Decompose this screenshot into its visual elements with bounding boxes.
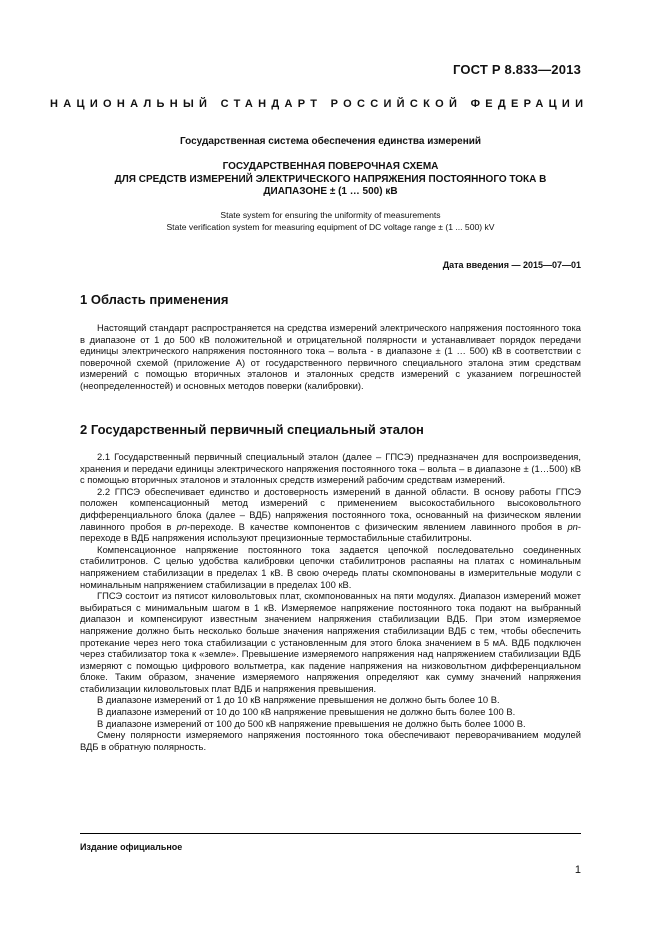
paragraph: ГПСЭ состоит из пятисот киловольтовых плат, скомпонованных на пяти модулях. Диапазон измерений может выбираться с минимальным шагом в 1 кВ. Измеряемое напряжение постоянного тока подают на выбранный диапазон и компенсируют известным значением напряжения стабилизации ВДБ. При этом измеряемое напряжение должно быть несколько больше значения напряжения стабилизации ВДБ с тем, чтобы обеспечить протекание через него тока стабилизации с установленным для этого блока значением в 5 мА. ВДБ подключен через стабилизатор тока к «земле». Превышение измеряемого напряжения над напряжением стабилизации ВДБ измеряют с помощью цифрового вольтметра, как падение напряжения на низковольтном дифференциальном блоке. Таким образом, значение измеряемого напряжения определяют как сумму значений напряжения стабилизации киловольтовых плат ВДБ и напряжения превышения.: [80, 590, 581, 694]
paragraph: Настоящий стандарт распространяется на средства измерений электрического напряжения постоянного тока в диапазоне от 1 до 500 кВ положительной и отрицательной полярности и устанавливает порядок передачи единицы электрического напряжения постоянного тока – вольта - в диапазоне ± (1 … 500) кВ в соответствии с поверочной схемой (приложение А) от государственного первичного специального эталона этим средствам измерений с помощью вторичных эталонов и эталонных средств измерений с указанием погрешностей (неопределенностей) и основных методов поверки (калибровки).: [80, 322, 581, 391]
page-number: 1: [574, 864, 581, 876]
title-line-1: ГОСУДАРСТВЕННАЯ ПОВЕРОЧНАЯ СХЕМА: [222, 161, 439, 172]
paragraph: 2.1 Государственный первичный специальный эталон (далее – ГПСЭ) предназначен для воспроизведения, хранения и передачи единицы электрического напряжения постоянного тока – вольта – в диапазоне ± (1…500) кВ с помощью вторичных эталонов и эталонных средств измерений рабочим средствам измерений.: [80, 451, 581, 486]
title-line-2: ДЛЯ СРЕДСТВ ИЗМЕРЕНИЙ ЭЛЕКТРИЧЕСКОГО НАПРЯЖЕНИЯ ПОСТОЯННОГО ТОКА В: [114, 173, 547, 185]
paragraph: В диапазоне измерений от 1 до 10 кВ напряжение превышения не должно быть более 10 В.: [97, 694, 500, 706]
paragraph: В диапазоне измерений от 10 до 100 кВ напряжение превышения не должно быть более 100 В.: [97, 706, 516, 718]
paragraph: Смену полярности измеряемого напряжения постоянного тока обеспечивают переворачиванием модулей ВДБ в обратную полярность.: [80, 729, 581, 752]
introduction-date: Дата введения — 2015—07—01: [442, 260, 581, 270]
section-1-body: [80, 322, 581, 392]
section-2-heading: 2 Государственный первичный специальный эталон: [80, 422, 424, 437]
footer-divider: [80, 833, 581, 834]
section-1-heading: 1 Область применения: [80, 292, 229, 307]
system-title: Государственная система обеспечения единства измерений: [179, 136, 482, 147]
title-line-3: ДИАПАЗОНЕ ± (1 … 500) кВ: [263, 186, 398, 197]
paragraph: В диапазоне измерений от 100 до 500 кВ напряжение превышения не должно быть более 1000 В.: [97, 717, 526, 729]
gost-number: ГОСТ Р 8.833—2013: [452, 62, 581, 77]
official-edition-label: Издание официальное: [80, 842, 183, 852]
english-title: [60, 209, 601, 233]
english-title-line-2: State verification system for measuring equipment of DC voltage range ± (1 ... 500) kV: [166, 222, 495, 232]
national-standard-banner: НАЦИОНАЛЬНЫЙ СТАНДАРТ РОССИЙСКОЙ ФЕДЕРАЦИИ: [50, 98, 589, 110]
english-title-line-1: State system for ensuring the uniformity of measurements: [220, 210, 441, 220]
section-2-body: [80, 451, 581, 752]
paragraph: Компенсационное напряжение постоянного тока задается цепочкой последовательно соединенных стабилитронов. С целью удобства калибровки цепочки стабилитронов распаяны на платах с номинальным напряжением стабилизации в пределах 1 кВ. В свою очередь платы скомпонованы в измерительные модули с номинальным напряжением стабилизации в пределах 100 кВ.: [80, 543, 581, 590]
document-title: [60, 161, 601, 199]
paragraph: 2.2 ГПСЭ обеспечивает единство и достоверность измерений в данной области. В основу работы ГПСЭ положен компенсационный метод измерений с применением высокостабильного высоковольтного дифференциального блока (далее – ВДБ) напряжения постоянного тока, основанный на физическом явлении лавинного пробоя в pn-переходе. В качестве компонентов с физическим явлением лавинного пробоя в pn-переходе в ВДБ напряжения используют прецизионные термостабильные стабилитроны.: [80, 485, 581, 544]
